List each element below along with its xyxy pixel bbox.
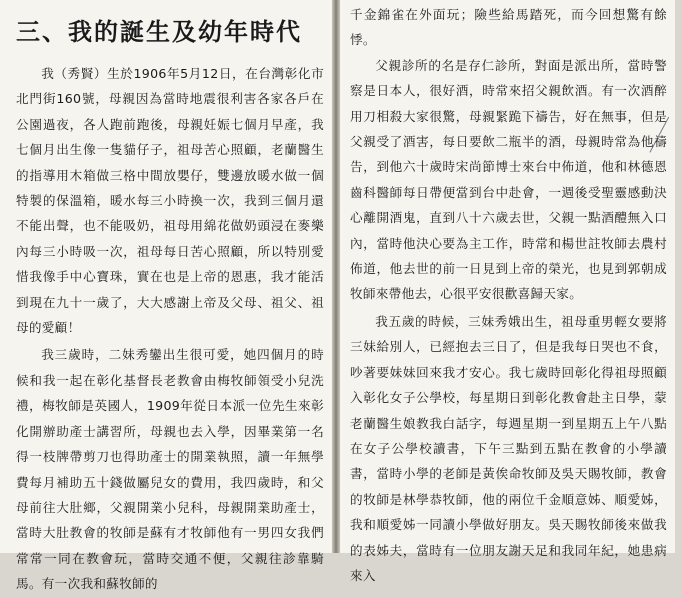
paragraph-age-three: 我三歲時，二妹秀鑾出生很可愛，她四個月的時候和我一起在彰化基督長老教會由梅牧師領受小兒洗禮，梅牧師是英國人，1909年從日本派一位先生來彰化開辦助產士講習所，母親也去入學，因畢業第一名得一枝牌帶剪刀也得助產士的開業執照，讀一年無學費每月補助五十錢做屬兒女的費用，我四歲時，和父母前往大肚鄉，父親開業小兒科，母親開業助產士，當時大肚教會的牧師是蘇有才牧師他有一男四女我們常常一同在教會玩，當時交通不便，父親往診靠騎馬。有一次我和蘇牧師的: [16, 347, 324, 592]
chapter-title: 三、我的誕生及幼年時代: [16, 17, 302, 46]
paragraph-continuation: 千金錦雀在外面玩；險些給馬踏死，而今回想驚有餘悸。: [350, 7, 667, 48]
paragraph-age-five: 我五歲的時候，三妹秀娥出生，祖母重男輕女要將三妹給別人，已經抱去三日了，但是我每日哭也不食，吵著要妹妹回來我才安心。我七歲時回彰化得祖母照顧入彰化女子公學校，每星期日到彰化教會赴主日學，蒙老蘭醫生娘教我白話字，每週星期一到星期五上午八點在女子公學校讀書，下午三點到五點在教會的小學讀書，當時小學的老師是黃俟命牧師及吳天賜牧師，教會的牧師是林學恭牧師，他的兩位千金順意姊、順愛姊，我和順愛姊一同讀小學做好朋友。吳天賜牧師後來做我的表姊夫，當時有一位朋友謝天足和我同年紀，她患病來入: [350, 313, 667, 583]
paragraph-birth: 我（秀賢）生於1906年5月12日，在台灣彰化市北門街160號，母親因為當時地震很利害各家各戶在公園過夜，各人跑前跑後，母親妊娠七個月早產，我七個月出生像一隻貓仔子，祖母苦心照顧，老蘭醫生的指導用木箱做三格中間放嬰仔，雙邊放暖水做一個特製的保溫箱，暖水每三小時換一次，我到三個月還不能出聲，也不能吸奶，祖母用綿花做奶頭浸在麥樂內每三小時吸一次，祖母每日苦心照顧，所以特別愛惜我像手中心寶珠，實在也是上帝的恩惠，我才能活到現在九十一歲了，大大感謝上帝及父母、祖父、祖母的愛顧！: [16, 66, 324, 336]
paragraph-father-clinic: 父親診所的名是存仁診所，對面是派出所，當時警察是日本人，很好酒，時常來招父親飲酒。有一次酒醉用刀相殺大家很驚，母親緊跪下禱告，好在無事，但是父親受了酒害，每日要飲二瓶半的酒，母親時常為他禱告，到他六十歲時宋尚節博士來台中佈道，他和林德恩齒科醫師每日帶便當到台中赴會，一週後受聖靈感動決心離開酒鬼，直到八十六歲去世，父親一點酒醴無入口內，當時他決心要為主工作，時常和楊世註牧師去農村佈道，他去世的前一日見到上帝的榮光，也見到郭朝成牧師來帶他去，心很平安很歡喜歸天家。: [350, 57, 667, 302]
right-page: [340, 0, 675, 583]
book-gutter: [332, 0, 340, 553]
left-page: [0, 0, 332, 592]
